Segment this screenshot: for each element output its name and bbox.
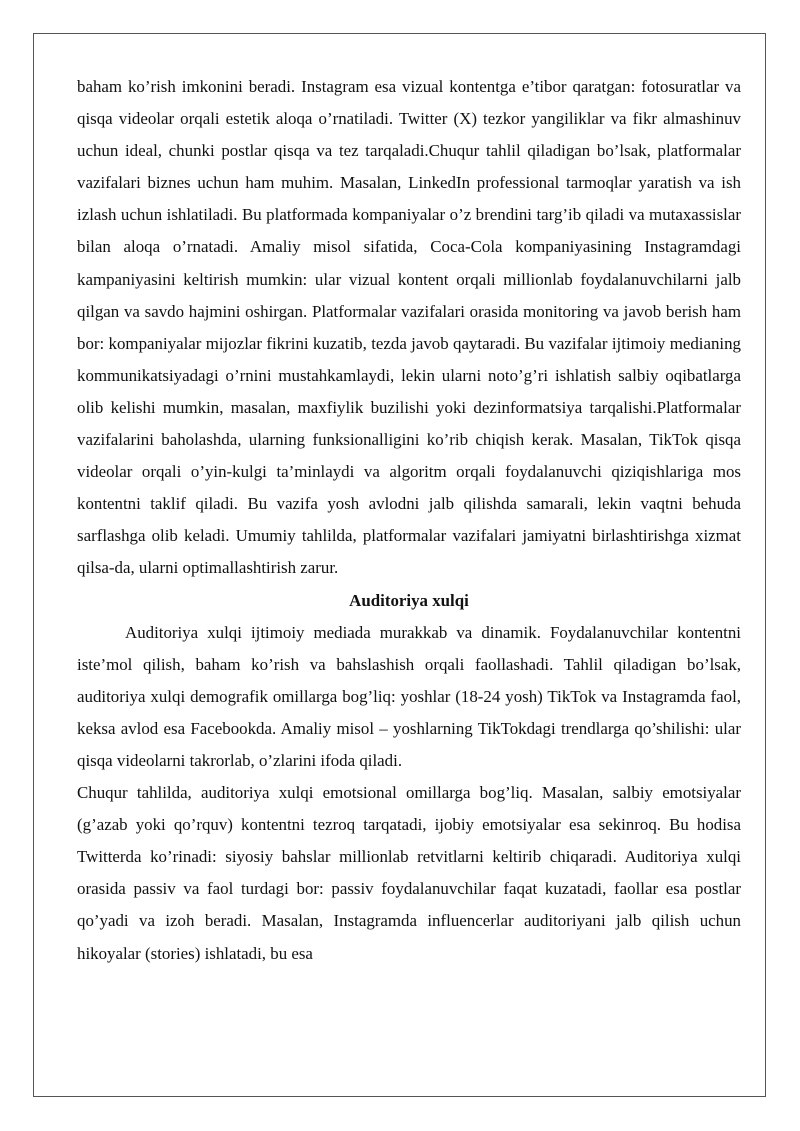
paragraph-analysis: Chuqur tahlilda, auditoriya xulqi emotsional omillarga bog’liq. Masalan, salbiy emotsiyalar (g’azab yoki qo’rquv) kontentni tezroq tarqatadi, ijobiy emotsiyalar esa sekinroq. Bu hodisa Twitterda ko’rinadi: siyosiy bahslar millionlab retvitlarni keltirib chiqaradi. Auditoriya xulqi orasida passiv va faol turdagi bor: passiv foydalanuvchilar faqat kuzatadi, faollar esa postlar qo’yadi va izoh beradi. Masalan, Instagramda influencerlar auditoriyani jalb qilish uchun hikoyalar (stories) ishlatadi, bu esa	[77, 783, 741, 963]
section-heading: Auditoriya xulqi	[349, 590, 469, 610]
document-body	[77, 71, 741, 970]
paragraph-continued: baham ko’rish imkonini beradi. Instagram esa vizual kontentga e’tibor qaratgan: fotosuratlar va qisqa videolar orqali estetik aloqa o’rnatiladi. Twitter (X) tezkor yangiliklar va fikr almashinuv uchun ideal, chunki postlar qisqa va tez tarqaladi.Chuqur tahlil qiladigan bo’lsak, platformalar vazifalari biznes uchun ham muhim. Masalan, LinkedIn professional tarmoqlar yaratish va ish izlash uchun ishlatiladi. Bu platformada kompaniyalar o’z brendini targ’ib qiladi va mutaxassislar bilan aloqa o’rnatadi. Amaliy misol sifatida, Coca-Cola kompaniyasining Instagramdagi kampaniyasini keltirish mumkin: ular vizual kontent orqali millionlab foydalanuvchilarni jalb qilgan va savdo hajmini oshirgan. Platformalar vazifalari orasida monitoring va javob berish ham bor: kompaniyalar mijozlar fikrini kuzatib, tezda javob qaytaradi. Bu vazifalar ijtimoiy medianing kommunikatsiyadagi o’rnini mustahkamlaydi, lekin ularni noto’g’ri ishlatish salbiy oqibatlarga olib kelishi mumkin, masalan, maxfiylik buzilishi yoki dezinformatsiya tarqalishi.Platformalar vazifalarini baholashda, ularning funksionalligini ko’rib chiqish kerak. Masalan, TikTok qisqa videolar orqali o’yin-kulgi ta’minlaydi va algoritm orqali foydalanuvchi qiziqishlariga mos kontentni taklif qiladi. Bu vazifa yosh avlodni jalb qilishda samarali, lekin vaqtni behuda sarflashga olib keladi. Umumiy tahlilda, platformalar vazifalari jamiyatni birlashtirishga xizmat qilsa-da, ularni optimallashtirish zarur.	[77, 77, 741, 578]
paragraph-intro: Auditoriya xulqi ijtimoiy mediada murakkab va dinamik. Foydalanuvchilar kontentni iste’mol qilish, baham ko’rish va bahslashish orqali faollashadi. Tahlil qiladigan bo’lsak, auditoriya xulqi demografik omillarga bog’liq: yoshlar (18-24 yosh) TikTok va Instagramda faol, keksa avlod esa Facebookda. Amaliy misol – yoshlarning TikTokdagi trendlarga qo’shilishi: ular qisqa videolarni takrorlab, o’zlarini ifoda qiladi.	[77, 622, 741, 770]
